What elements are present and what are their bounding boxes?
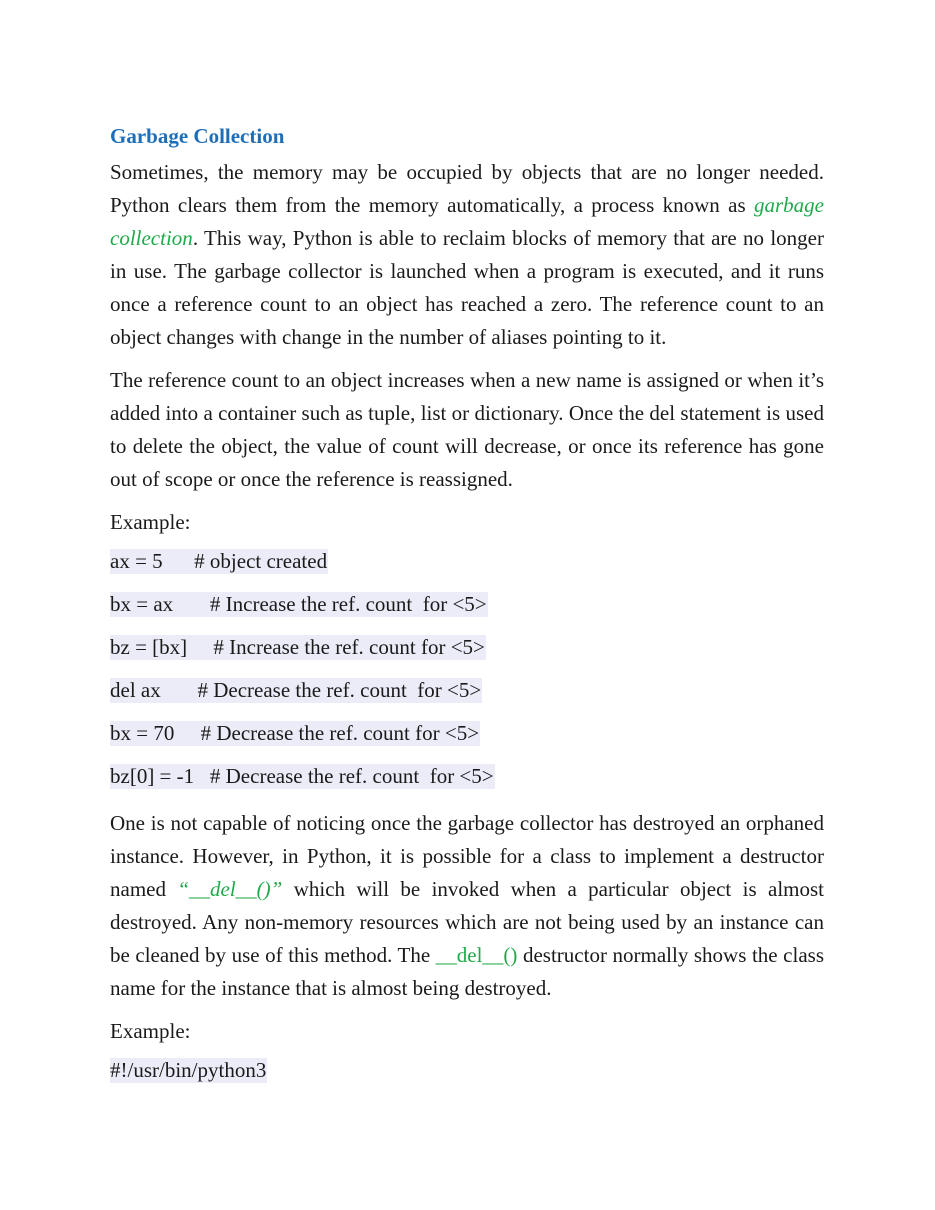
example-label: Example: — [110, 510, 191, 534]
paragraph-text: One is not capable of noticing once the garbage collector has destroyed an orphaned instance. However, in Python, it is possible for a class to implement a destructor named — [110, 811, 824, 901]
code-line — [110, 764, 824, 789]
code-line — [110, 1058, 824, 1083]
code-text: bx = 70 # Decrease the ref. count for <5> — [110, 721, 480, 745]
code-line — [110, 678, 824, 703]
code-text: #!/usr/bin/python3 — [110, 1058, 267, 1082]
code-line — [110, 635, 824, 660]
code-text: bz = [bx] # Increase the ref. count for <5> — [110, 635, 485, 659]
document-content — [110, 122, 824, 1101]
term-garbage-collection: garbage collection — [110, 193, 824, 250]
paragraph-intro — [110, 156, 824, 354]
code-text: ax = 5 # object created — [110, 549, 328, 573]
code-text: del ax # Decrease the ref. count for <5> — [110, 678, 482, 702]
paragraph-text: . This way, Python is able to reclaim blocks of memory that are no longer in use. The garbage collector is launched when a program is executed, and it runs once a reference count to an object has reached a zero. The reference count to an object changes with change in the number of aliases pointing to it. — [110, 226, 824, 349]
code-text: bz[0] = -1 # Decrease the ref. count for <5> — [110, 764, 494, 788]
term-del-method: “__del__()” — [177, 877, 283, 901]
paragraph-text: destructor normally shows the class name for the instance that is almost being destroyed. — [110, 943, 824, 1000]
code-line — [110, 549, 824, 574]
code-line — [110, 592, 824, 617]
paragraph-reference-count: The reference count to an object increases when a new name is assigned or when it’s added into a container such as tuple, list or dictionary. Once the del statement is used to delete the object, the value of count will decrease, or once its reference has gone out of scope or once the reference is reassigned. — [110, 368, 824, 491]
paragraph-text: which will be invoked when a particular object is almost destroyed. Any non-memory resources which are not being used by an instance can be cleaned by use of this method. The — [110, 877, 824, 967]
paragraph-destructor — [110, 807, 824, 1005]
paragraph-text: Sometimes, the memory may be occupied by objects that are no longer needed. Python clears them from the memory automatically, a process known as — [110, 160, 824, 217]
code-line — [110, 721, 824, 746]
term-del-method-inline: __del__() — [435, 943, 518, 967]
code-text: bx = ax # Increase the ref. count for <5> — [110, 592, 487, 616]
example-label: Example: — [110, 1019, 191, 1043]
section-heading: Garbage Collection — [110, 124, 285, 148]
